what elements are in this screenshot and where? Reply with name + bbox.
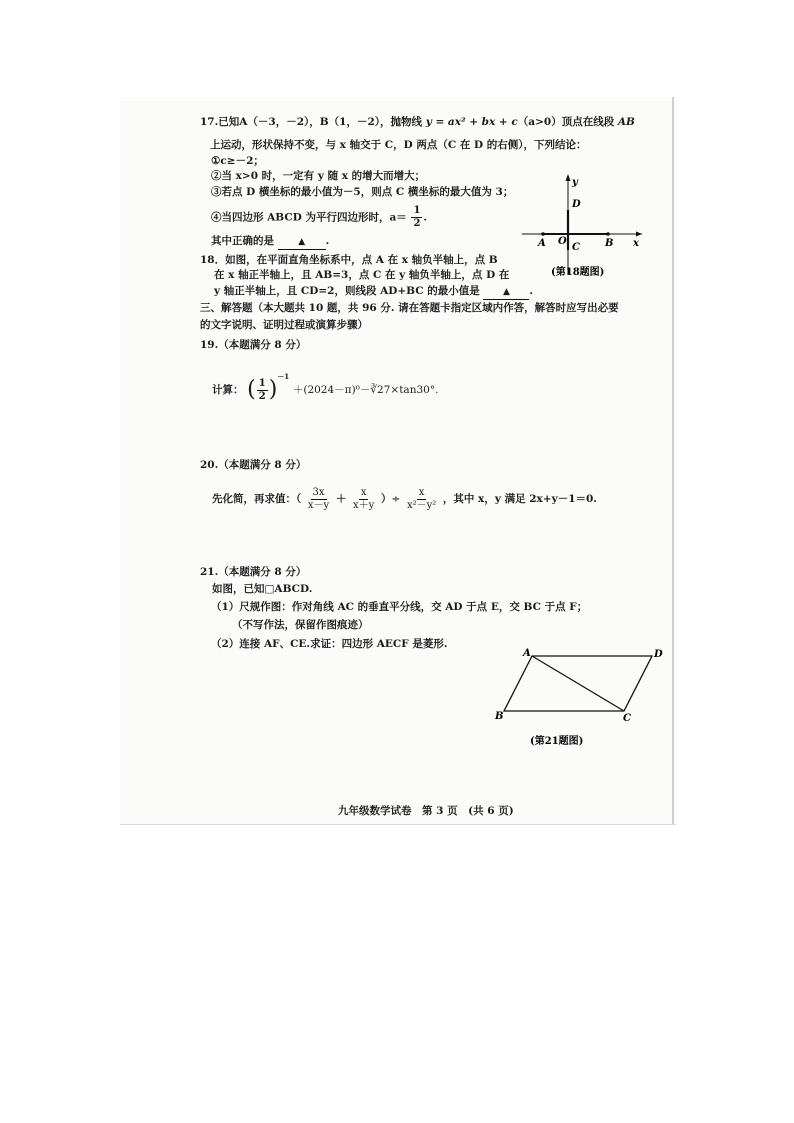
label-b: B [495, 711, 504, 722]
answer-blank: ▲ [278, 235, 326, 250]
label-x: x [633, 238, 639, 249]
fraction-one-half: $\frac{1}{2}$ [258, 377, 266, 402]
label-a: A [538, 238, 546, 249]
q17-line1: 17.已知A（－3，－2），B（1，－2），抛物线 y = ax² + bx + c（a>0）顶点在线段 AB [200, 116, 635, 128]
fraction-x-over-x2-minus-y2: $\frac{x}{\text{x²－y²}}$ [406, 486, 437, 511]
sheet-edge-shadow [672, 97, 674, 825]
q17-line2: 上运动，形状保持不变，与 x 轴交于 C，D 两点（C 在 D 的右侧），下列结论： [210, 139, 587, 151]
q20-expression: 先化简，再求值：（ $\frac{3x}{x-y}$ ＋ $\frac{x}{x+y}$ ）÷ $\frac{x}{\text{x²－y²}}$ ，其中 x，y 满足 2x+y－1＝0. [212, 486, 597, 511]
figure-21 [490, 644, 670, 750]
figure-18 [518, 170, 648, 280]
q19-expression: 计算： ( $\frac{1}{2}$ )$^{-1}$ ＋(2024－π)⁰－∛27×tan30°. [212, 372, 439, 402]
fraction-one-half: $\frac{1}{2}$ [413, 205, 421, 229]
figure-18-caption: (第18题图) [551, 267, 605, 278]
q20-heading: 20.（本题满分 8 分） [200, 459, 307, 471]
q18-line1: 18．如图，在平面直角坐标系中，点 A 在 x 轴负半轴上，点 B [200, 254, 498, 266]
fraction-3x-over-x-minus-y: $\frac{3x}{x-y}$ [307, 486, 330, 511]
x-axis-arrow [636, 232, 642, 237]
q21-part-2: （2）连接 AF、CE.求证：四边形 AECF 是菱形. [211, 638, 448, 650]
q21-heading: 21.（本题满分 8 分） [200, 566, 307, 578]
point-b [606, 232, 610, 236]
page-footer: 九年级数学试卷 第 3 页 (共 6 页) [338, 805, 514, 817]
section-3-heading-cont: 的文字说明、证明过程或演算步骤） [200, 319, 368, 331]
q17-option-3: ③若点 D 横坐标的最小值为－5，则点 C 横坐标的最大值为 3； [211, 186, 514, 198]
label-d: D [572, 199, 581, 210]
q17-answer-line: 其中正确的是 ▲ . [211, 234, 329, 250]
diagonal-ac [532, 656, 624, 711]
label-o: O [558, 236, 567, 247]
label-c: C [623, 713, 631, 724]
q18-line3: y 轴正半轴上，且 CD=2，则线段 AD+BC 的最小值是 ▲ . [214, 284, 533, 300]
q21-part-1-note: （不写作法，保留作图痕迹） [232, 619, 369, 631]
q17-option-1: ①c≥－2； [211, 155, 264, 167]
figure-21-caption: (第21题图) [530, 736, 584, 747]
q17-option-4: ④当四边形 ABCD 为平行四边形时，a＝ $\frac{1}{2}$ . [211, 205, 428, 229]
section-3-heading: 三、解答题（本大题共 10 题，共 96 分. 请在答题卡指定区域内作答，解答时应写出必要 [200, 302, 619, 314]
label-b: B [605, 238, 614, 249]
q21-intro: 如图，已知□ABCD. [212, 583, 313, 595]
answer-blank: ▲ [483, 285, 529, 300]
q17-option-2: ②当 x>0 时，一定有 y 随 x 的增大而增大； [211, 170, 426, 182]
label-a: A [523, 648, 531, 659]
point-a [541, 232, 545, 236]
y-axis-arrow [566, 174, 571, 181]
q19-heading: 19.（本题满分 8 分） [200, 339, 307, 351]
label-d: D [654, 649, 663, 660]
q21-part-1: （1）尺规作图：作对角线 AC 的垂直平分线，交 AD 于点 E，交 BC 于点 F； [211, 601, 588, 613]
sheet-edge-bottom [120, 824, 676, 825]
fraction-x-over-x-plus-y: $\frac{x}{x+y}$ [353, 486, 375, 511]
label-c: C [572, 242, 580, 253]
label-y: y [572, 177, 578, 188]
q18-line2: 在 x 轴正半轴上，且 AB=3，点 C 在 y 轴负半轴上，点 D 在 [214, 269, 510, 281]
